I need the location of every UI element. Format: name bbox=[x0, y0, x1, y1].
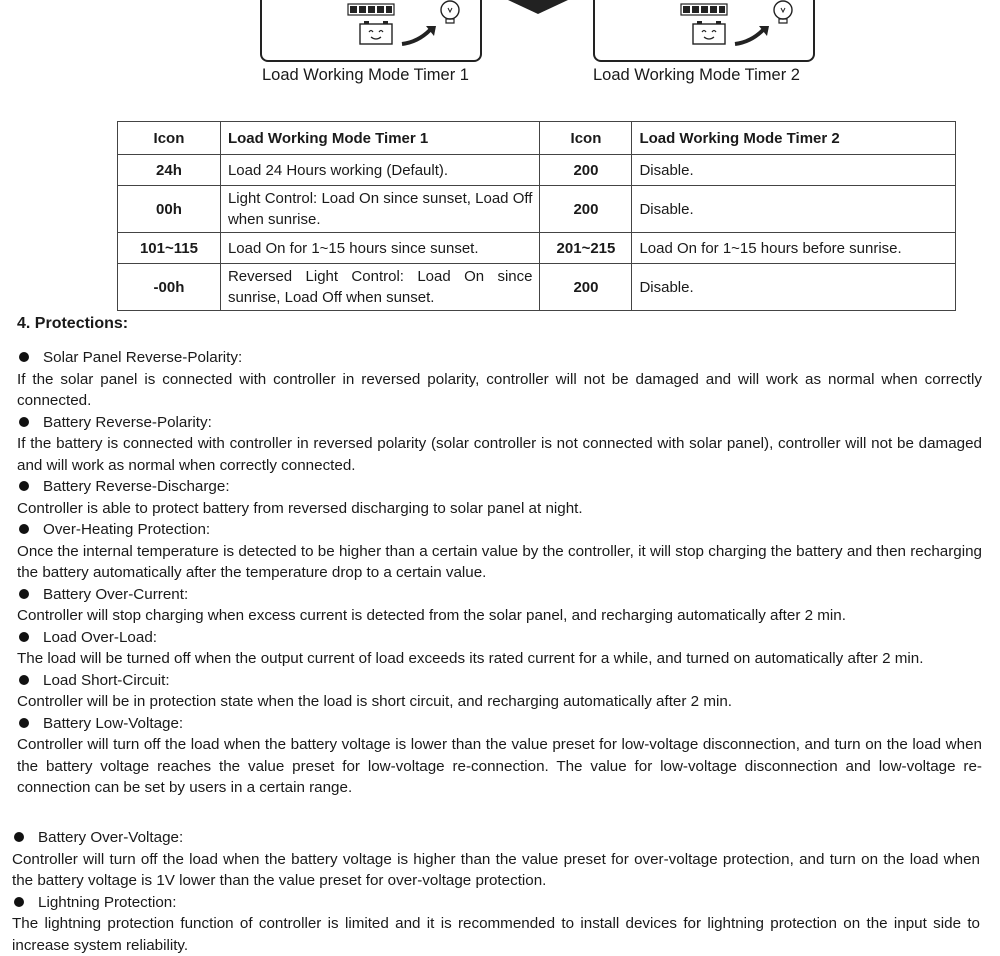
list-item-text: Controller is able to protect battery from reversed discharging to solar panel at night. bbox=[17, 499, 583, 517]
table-cell: Disable. bbox=[632, 186, 956, 233]
battery-level-icon bbox=[348, 4, 394, 15]
table-row bbox=[118, 264, 956, 311]
battery-face-icon bbox=[360, 21, 392, 44]
table-cell: 200 bbox=[540, 264, 632, 311]
protection-list bbox=[17, 347, 982, 799]
table-cell: 201~215 bbox=[540, 233, 632, 264]
bullet-icon bbox=[19, 481, 29, 491]
list-item-heading: Battery Low-Voltage: bbox=[17, 713, 982, 735]
table-cell: 00h bbox=[118, 186, 221, 233]
list-item-heading: Lightning Protection: bbox=[12, 892, 980, 914]
list-item-text: Once the internal temperature is detected to be higher than a certain value by the controller, it will stop charging the battery and then recharging the battery automatically after the temperature drop to a certain value. bbox=[17, 542, 982, 581]
table-header-cell: Icon bbox=[118, 122, 221, 155]
battery-face-icon bbox=[693, 21, 725, 44]
list-item-heading: Battery Over-Voltage: bbox=[12, 827, 980, 849]
diagram-caption-timer-2: Load Working Mode Timer 2 bbox=[593, 66, 800, 84]
list-item-text: The load will be turned off when the output current of load exceeds its rated current for a while, and turned on automatically after 2 min. bbox=[17, 650, 924, 667]
load-mode-table bbox=[117, 121, 956, 311]
lcd-diagram-timer-2 bbox=[593, 0, 815, 62]
list-item-heading: Battery Reverse-Polarity: bbox=[17, 412, 982, 434]
section-title: 4. Protections: bbox=[17, 315, 129, 332]
list-item-text: Controller will stop charging when excess current is detected from the solar panel, and recharging automatically after 2 min. bbox=[17, 607, 846, 624]
bullet-icon bbox=[19, 417, 29, 427]
table-row bbox=[118, 186, 956, 233]
table-header-cell: Icon bbox=[540, 122, 632, 155]
table-cell: Disable. bbox=[632, 264, 956, 311]
battery-level-icon bbox=[681, 4, 727, 15]
light-bulb-icon bbox=[774, 1, 792, 23]
list-item-text: If the solar panel is connected with controller in reversed polarity, controller will not be damaged and will work as normal when correctly connected. bbox=[17, 370, 982, 409]
bullet-icon bbox=[19, 718, 29, 728]
table-cell: 200 bbox=[540, 155, 632, 186]
bullet-icon bbox=[14, 832, 24, 842]
table-header-cell: Load Working Mode Timer 2 bbox=[632, 122, 956, 155]
table-header-row bbox=[118, 122, 956, 155]
lcd-diagram-timer-1 bbox=[260, 0, 482, 62]
list-item-text: The lightning protection function of controller is limited and it is recommended to install devices for lightning protection on the input side to increase system reliability. bbox=[12, 915, 980, 954]
table-cell: -00h bbox=[118, 264, 221, 311]
list-item-text: Controller will turn off the load when the battery voltage is higher than the value preset for over-voltage protection, and turn on the load when the battery voltage is 1V lower than the value preset for over-voltage protection. bbox=[12, 850, 980, 889]
list-item-text: Controller will be in protection state when the load is short circuit, and recharging automatically after 2 min. bbox=[17, 693, 733, 710]
list-item-heading: Load Short-Circuit: bbox=[17, 670, 982, 692]
table-cell: 200 bbox=[540, 186, 632, 233]
table-cell: Load On for 1~15 hours since sunset. bbox=[220, 233, 540, 264]
list-item-text: If the battery is connected with controller in reversed polarity (solar controller is not connected with solar panel), controller will not be damaged and will work as normal when correctly connected. bbox=[17, 435, 982, 474]
bullet-icon bbox=[14, 897, 24, 907]
table-cell: Load 24 Hours working (Default). bbox=[220, 155, 540, 186]
curved-arrow-icon bbox=[735, 26, 769, 44]
table-cell: Light Control: Load On since sunset, Load Off when sunrise. bbox=[220, 186, 540, 233]
diagram-caption-timer-1: Load Working Mode Timer 1 bbox=[262, 66, 469, 84]
bullet-icon bbox=[19, 675, 29, 685]
light-bulb-icon bbox=[441, 1, 459, 23]
double-arrow-icon bbox=[508, 0, 568, 16]
bullet-icon bbox=[19, 589, 29, 599]
list-item-heading: Over-Heating Protection: bbox=[17, 519, 982, 541]
table-row bbox=[118, 233, 956, 264]
table-header-cell: Load Working Mode Timer 1 bbox=[220, 122, 540, 155]
list-item-heading: Load Over-Load: bbox=[17, 627, 982, 649]
table-cell: Load On for 1~15 hours before sunrise. bbox=[632, 233, 956, 264]
table-cell: 101~115 bbox=[118, 233, 221, 264]
protection-list-continued bbox=[12, 827, 980, 956]
table-cell: Disable. bbox=[632, 155, 956, 186]
table-cell: 24h bbox=[118, 155, 221, 186]
table-row bbox=[118, 155, 956, 186]
table-cell: Reversed Light Control: Load On since sunrise, Load Off when sunset. bbox=[220, 264, 540, 311]
bullet-icon bbox=[19, 352, 29, 362]
curved-arrow-icon bbox=[402, 26, 436, 44]
bullet-icon bbox=[19, 632, 29, 642]
bullet-icon bbox=[19, 524, 29, 534]
list-item-text: Controller will turn off the load when the battery voltage is lower than the value preset for low-voltage disconnection, and turn on the load when the battery voltage reaches the value preset for low-voltage re-connection. The value for low-voltage disconnection and low-voltage re-connection can be set by users in a certain range. bbox=[17, 736, 982, 796]
list-item-heading: Battery Over-Current: bbox=[17, 584, 982, 606]
list-item-heading: Solar Panel Reverse-Polarity: bbox=[17, 347, 982, 369]
list-item-heading: Battery Reverse-Discharge: bbox=[17, 476, 982, 498]
